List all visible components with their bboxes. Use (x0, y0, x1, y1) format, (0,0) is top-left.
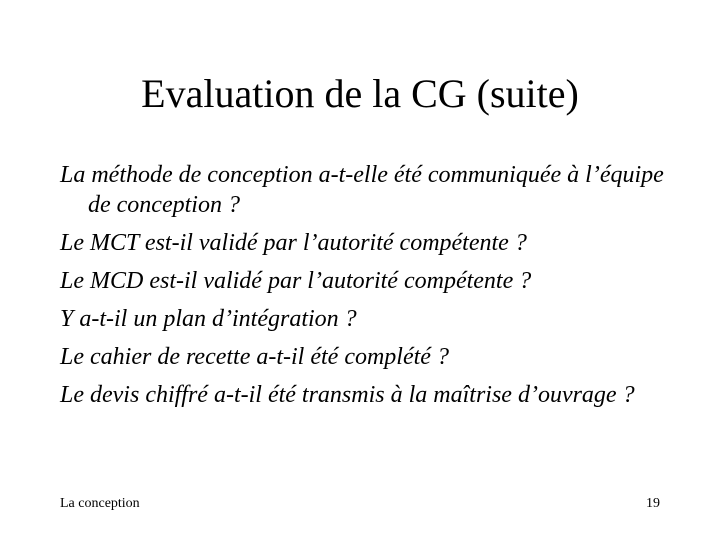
slide-title: Evaluation de la CG (suite) (141, 71, 579, 116)
list-item: Le MCD est-il validé par l’autorité compétente ? (60, 268, 532, 294)
list-item: Le cahier de recette a-t-il été complété ? (60, 344, 449, 370)
list-item: Le devis chiffré a-t-il été transmis à la maîtrise d’ouvrage ? (60, 382, 635, 408)
list-item: Le MCT est-il validé par l’autorité compétente ? (60, 230, 527, 256)
footer-label: La conception (60, 496, 140, 511)
list-item: La méthode de conception a-t-elle été communiquée à l’équipe de conception ? (60, 162, 664, 218)
page-number: 19 (646, 496, 660, 511)
question-list (60, 160, 680, 418)
list-item: Y a-t-il un plan d’intégration ? (60, 306, 357, 332)
